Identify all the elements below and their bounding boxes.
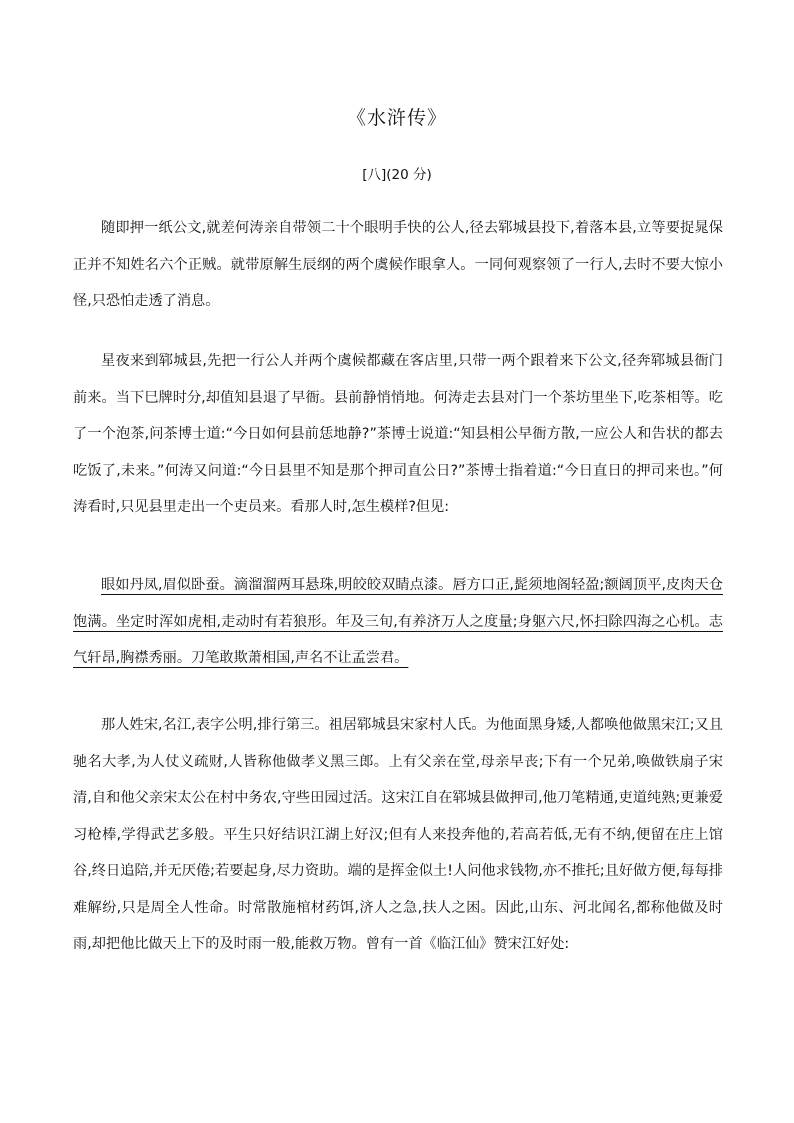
underlined-quote-text: 眼如丹凤,眉似卧蚕。滴溜溜两耳悬珠,明皎皎双睛点漆。唇方口正,髭须地阁轻盈;额阔顶平,皮肉天仓饱满。坐定时浑如虎相,走动时有若狼形。年及三旬,有养济万人之度量;身躯六尺,怀扫除四海之心机。志气轩昂,胸襟秀丽。刀笔敢欺萧相国,声名不让孟尝君。: [73, 577, 723, 666]
paragraph-intro: 随即押一纸公文,就差何涛亲自带领二十个眼明手快的公人,径去郓城县投下,着落本县,立等要捉晁保正并不知姓名六个正贼。就带原解生辰纲的两个虞候作眼拿人。一同何观察领了一行人,去时不要大惊小怪,只恐怕走透了消息。: [73, 220, 723, 309]
paragraph-portrait-quote: [73, 567, 723, 677]
document-title: 《水浒传》: [346, 107, 447, 129]
paragraph-song-jiang-bio: 那人姓宋,名江,表字公明,排行第三。祖居郓城县宋家村人氏。为他面黑身矮,人都唤他做黑宋江;又且驰名大孝,为人仗义疏财,人皆称他做孝义黑三郎。上有父亲在堂,母亲早丧;下有一个兄弟,唤做铁扇子宋清,自和他父亲宋太公在村中务农,守些田园过活。这宋江自在郓城县做押司,他刀笔精通,吏道纯熟;更兼爱习枪棒,学得武艺多般。平生只好结识江湖上好汉;但有人来投奔他的,若高若低,无有不纳,便留在庄上馆谷,终日追陪,并无厌倦;若要起身,尽力资助。端的是挥金似土!人问他求钱物,亦不推托;且好做方便,每每排难解纷,只是周全人性命。时常散施棺材药饵,济人之急,扶人之困。因此,山东、河北闻名,都称他做及时雨,却把他比做天上下的及时雨一般,能救万物。曾有一首《临江仙》赞宋江好处:: [73, 717, 723, 952]
paragraph-teahouse: 星夜来到郓城县,先把一行公人并两个虞候都藏在客店里,只带一两个跟着来下公文,径奔郓城县衙门前来。当下巳牌时分,却值知县退了早衙。县前静悄悄地。何涛走去县对门一个茶坊里坐下,吃茶相等。吃了一个泡茶,问茶博士道:“今日如何县前恁地静?”茶博士说道:“知县相公早衙方散,一应公人和告状的都去吃饭了,未来。”何涛又问道:“今日县里不知是那个押司直公日?”茶博士指着道:“今日直日的押司来也。”何涛看时,只见县里走出一个吏员来。看那人时,怎生模样?但见:: [73, 353, 723, 515]
section-heading: [八](20 分): [362, 167, 432, 183]
